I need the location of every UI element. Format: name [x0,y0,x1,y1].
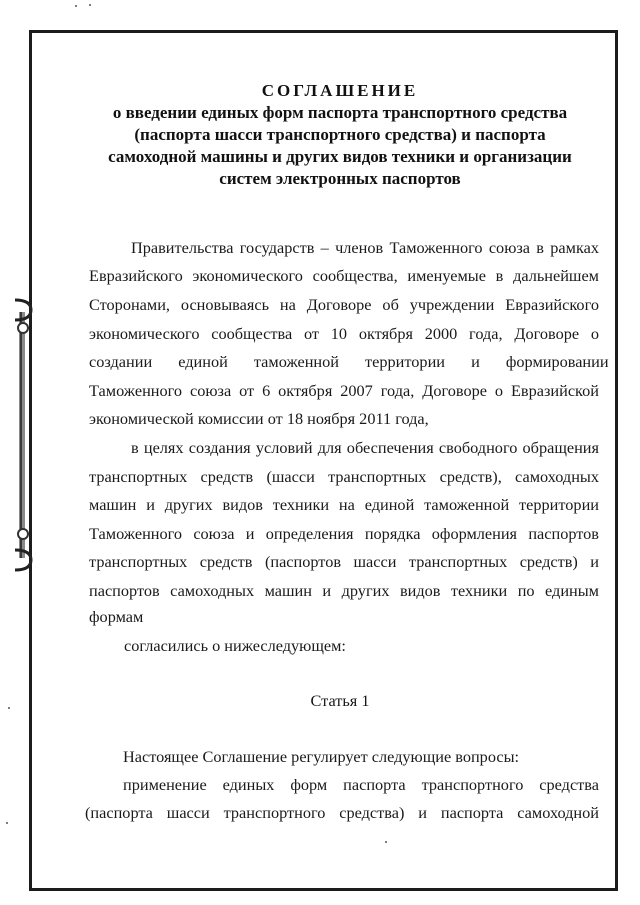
document-subtitle-line: (паспорта шасси транспортного средства) и паспорта [134,125,546,144]
scan-speck [89,4,91,6]
binding-holes-strip [11,298,33,573]
document-subtitle-line: о введении единых форм паспорта транспортного средства [112,103,568,122]
scan-speck [6,822,8,824]
paragraph-line: Правительства государств – членов Таможенного союза в рамках [131,238,599,257]
document-subtitle-line: самоходной машины и других видов техники и организации [108,147,572,166]
paragraph-line: экономического сообщества от 10 октября 2000 года, Договоре о [89,324,599,343]
paragraph-line: Сторонами, основываясь на Договоре об учреждении Евразийского [89,295,599,314]
paragraph-line: Таможенного союза от 6 октября 2007 года, Договоре о Евразийской [89,381,599,400]
paragraph-line: в целях создания условий для обеспечения свободного обращения [131,438,599,457]
paragraph-line: создании единой таможенной территории и формировании [89,352,609,371]
document-subtitle-line: систем электронных паспортов [219,169,461,188]
article-title: Статья 1 [310,691,370,710]
paragraph-line: Настоящее Соглашение регулирует следующие вопросы: [123,747,520,766]
paragraph-line: Евразийского экономического сообщества, именуемые в дальнейшем [89,266,599,285]
paragraph-line: формам [89,607,144,626]
scan-speck [75,5,77,7]
paragraph-line: транспортных средств (шасси транспортных средств), самоходных [89,467,599,486]
paragraph-line: Таможенного союза и определения порядка оформления паспортов [89,524,599,543]
paragraph-line: паспортов самоходных машин и других видов техники по единым [89,581,599,600]
scan-speck [385,841,387,843]
paragraph-line: согласились о нижеследующем: [124,636,346,655]
paragraph-line: транспортных средств (паспортов шасси транспортных средств) и [89,552,599,571]
paragraph-line: применение единых форм паспорта транспортного средства [123,775,599,794]
paragraph-line: экономической комиссии от 18 ноября 2011 года, [89,409,429,428]
paragraph-line: (паспорта шасси транспортного средства) и паспорта самоходной [85,803,599,822]
document-heading: СОГЛАШЕНИЕ [261,81,419,100]
paragraph-line: машин и других видов техники на единой таможенной территории [89,495,599,514]
